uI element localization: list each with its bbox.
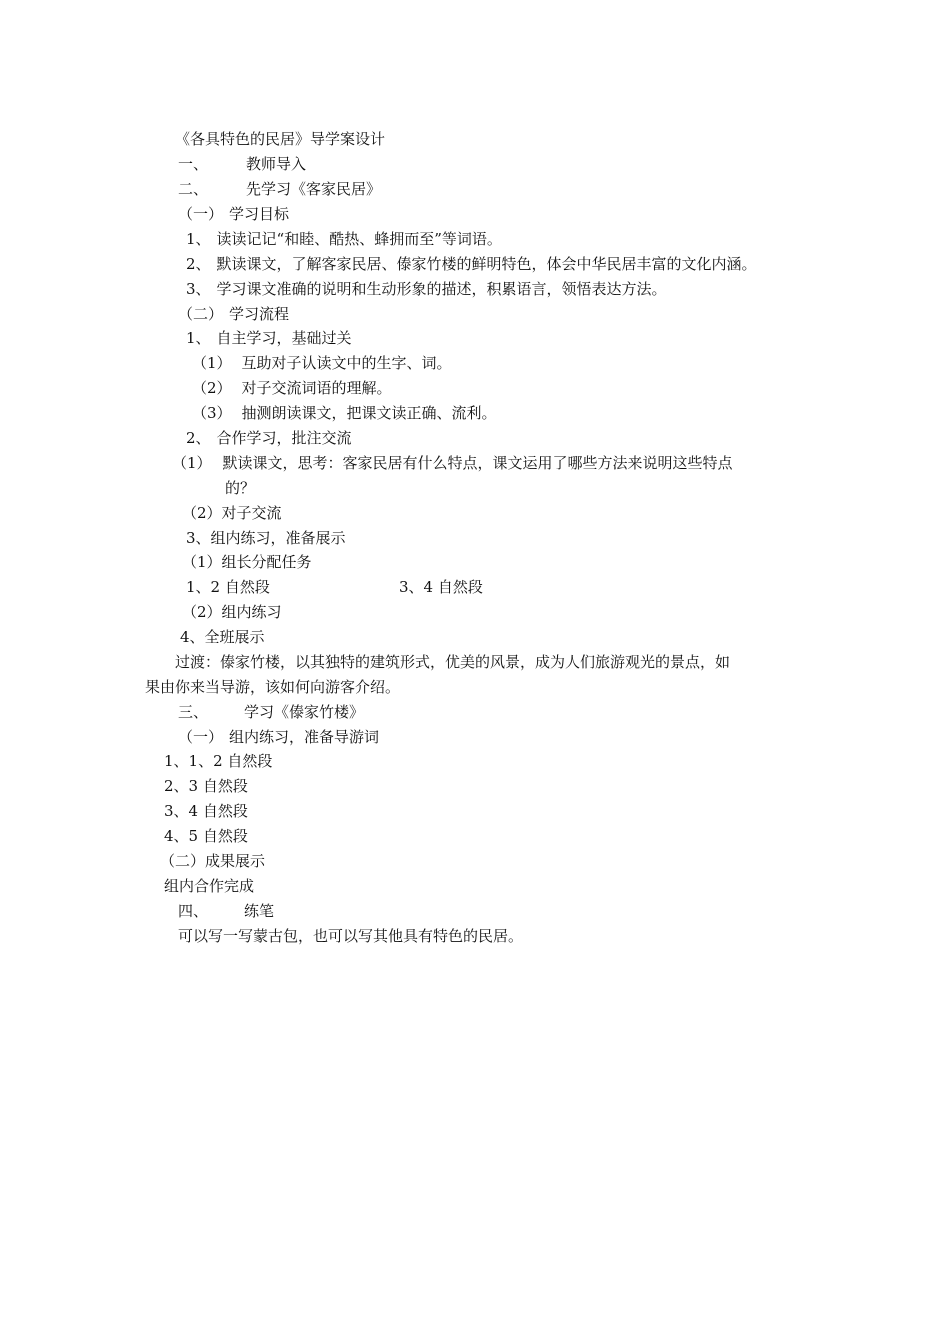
- flow-step-2-text: 合作学习，批注交流: [216, 429, 352, 447]
- goal-item-2: [186, 254, 757, 274]
- section-3-subheading-2-text: 组内合作完成: [164, 877, 255, 895]
- section-3-subheading-1: [178, 727, 379, 747]
- section-4-number: 四、: [178, 902, 209, 920]
- step-1-item-2-number: （2）: [192, 379, 232, 397]
- section-4-text-body: 可以写一写蒙古包，也可以写其他具有特色的民居。: [178, 927, 524, 945]
- step-3-item-1: （1）组长分配任务: [182, 553, 312, 571]
- flow-step-1: [186, 328, 352, 348]
- flow-step-2-number: 2、: [186, 429, 211, 447]
- section-1-heading: [178, 154, 306, 174]
- step-2-item-2: （2）对子交流: [182, 504, 282, 522]
- flow-step-3: 3、组内练习，准备展示: [186, 529, 346, 547]
- goal-item-1: [186, 229, 502, 249]
- goals-heading-text: 学习目标: [229, 205, 290, 223]
- step-2-item-1-text-line-2: 的？: [225, 479, 256, 497]
- section-3-subheading-1-number: （一）: [178, 728, 224, 746]
- goal-item-2-text: 默读课文，了解客家民居、傣家竹楼的鲜明特色，体会中华民居丰富的文化内涵。: [216, 255, 757, 273]
- flow-step-1-text: 自主学习，基础过关: [216, 329, 352, 347]
- goal-item-1-number: 1、: [186, 230, 211, 248]
- step-1-item-3-number: （3）: [192, 404, 232, 422]
- section-1-text: 教师导入: [246, 155, 307, 173]
- section-2-text: 先学习《客家民居》: [246, 180, 382, 198]
- goals-heading-number: （一）: [178, 205, 224, 223]
- section-3-item-4: 4、5 自然段: [164, 827, 248, 845]
- step-3-item-2: （2）组内练习: [182, 603, 282, 621]
- section-4-text: 练笔: [244, 902, 275, 920]
- step-1-item-3: [192, 403, 497, 423]
- flow-step-2: [186, 428, 352, 448]
- section-4-heading: [178, 901, 274, 921]
- step-1-item-1: [192, 353, 452, 373]
- flow-step-4: 4、全班展示: [180, 628, 265, 646]
- flow-heading: [178, 304, 289, 324]
- section-3-item-3: 3、4 自然段: [164, 802, 248, 820]
- document-title: 《各具特色的民居》导学案设计: [175, 130, 386, 148]
- step-1-item-2: [192, 378, 392, 398]
- flow-heading-number: （二）: [178, 305, 224, 323]
- step-2-item-1-number: （1）: [172, 454, 212, 472]
- step-3-split-right: 3、4 自然段: [399, 578, 483, 596]
- goal-item-2-number: 2、: [186, 255, 211, 273]
- section-3-number: 三、: [178, 703, 209, 721]
- section-1-number: 一、: [178, 155, 209, 173]
- step-1-item-3-text: 抽测朗读课文，把课文读正确、流利。: [241, 404, 497, 422]
- step-1-item-1-number: （1）: [192, 354, 232, 372]
- section-2-number: 二、: [178, 180, 209, 198]
- step-1-item-2-text: 对子交流词语的理解。: [241, 379, 392, 397]
- step-1-item-1-text: 互助对子认读文中的生字、词。: [241, 354, 452, 372]
- section-3-text: 学习《傣家竹楼》: [244, 703, 365, 721]
- goal-item-1-text: 读读记记“和睦、酷热、蜂拥而至”等词语。: [216, 230, 502, 248]
- goal-item-3: [186, 279, 667, 299]
- goal-item-3-number: 3、: [186, 280, 211, 298]
- section-3-item-2: 2、3 自然段: [164, 777, 248, 795]
- step-2-item-1: [172, 453, 733, 473]
- transition-line-2: 果由你来当导游，该如何向游客介绍。: [145, 678, 401, 696]
- goals-heading: [178, 204, 289, 224]
- section-3-heading: [178, 702, 364, 722]
- step-2-item-1-text-line-1: 默读课文，思考：客家民居有什么特点，课文运用了哪些方法来说明这些特点: [222, 454, 733, 472]
- section-3-item-1: 1、1、2 自然段: [164, 752, 273, 770]
- flow-step-1-number: 1、: [186, 329, 211, 347]
- goal-item-3-text: 学习课文准确的说明和生动形象的描述，积累语言，领悟表达方法。: [216, 280, 667, 298]
- flow-heading-text: 学习流程: [229, 305, 290, 323]
- section-3-subheading-2: （二）成果展示: [160, 852, 266, 870]
- step-3-split-left: 1、2 自然段: [186, 578, 270, 596]
- section-2-heading: [178, 179, 381, 199]
- section-3-subheading-1-text: 组内练习，准备导游词: [229, 728, 380, 746]
- transition-line-1: 过渡：傣家竹楼，以其独特的建筑形式，优美的风景，成为人们旅游观光的景点，如: [175, 653, 731, 671]
